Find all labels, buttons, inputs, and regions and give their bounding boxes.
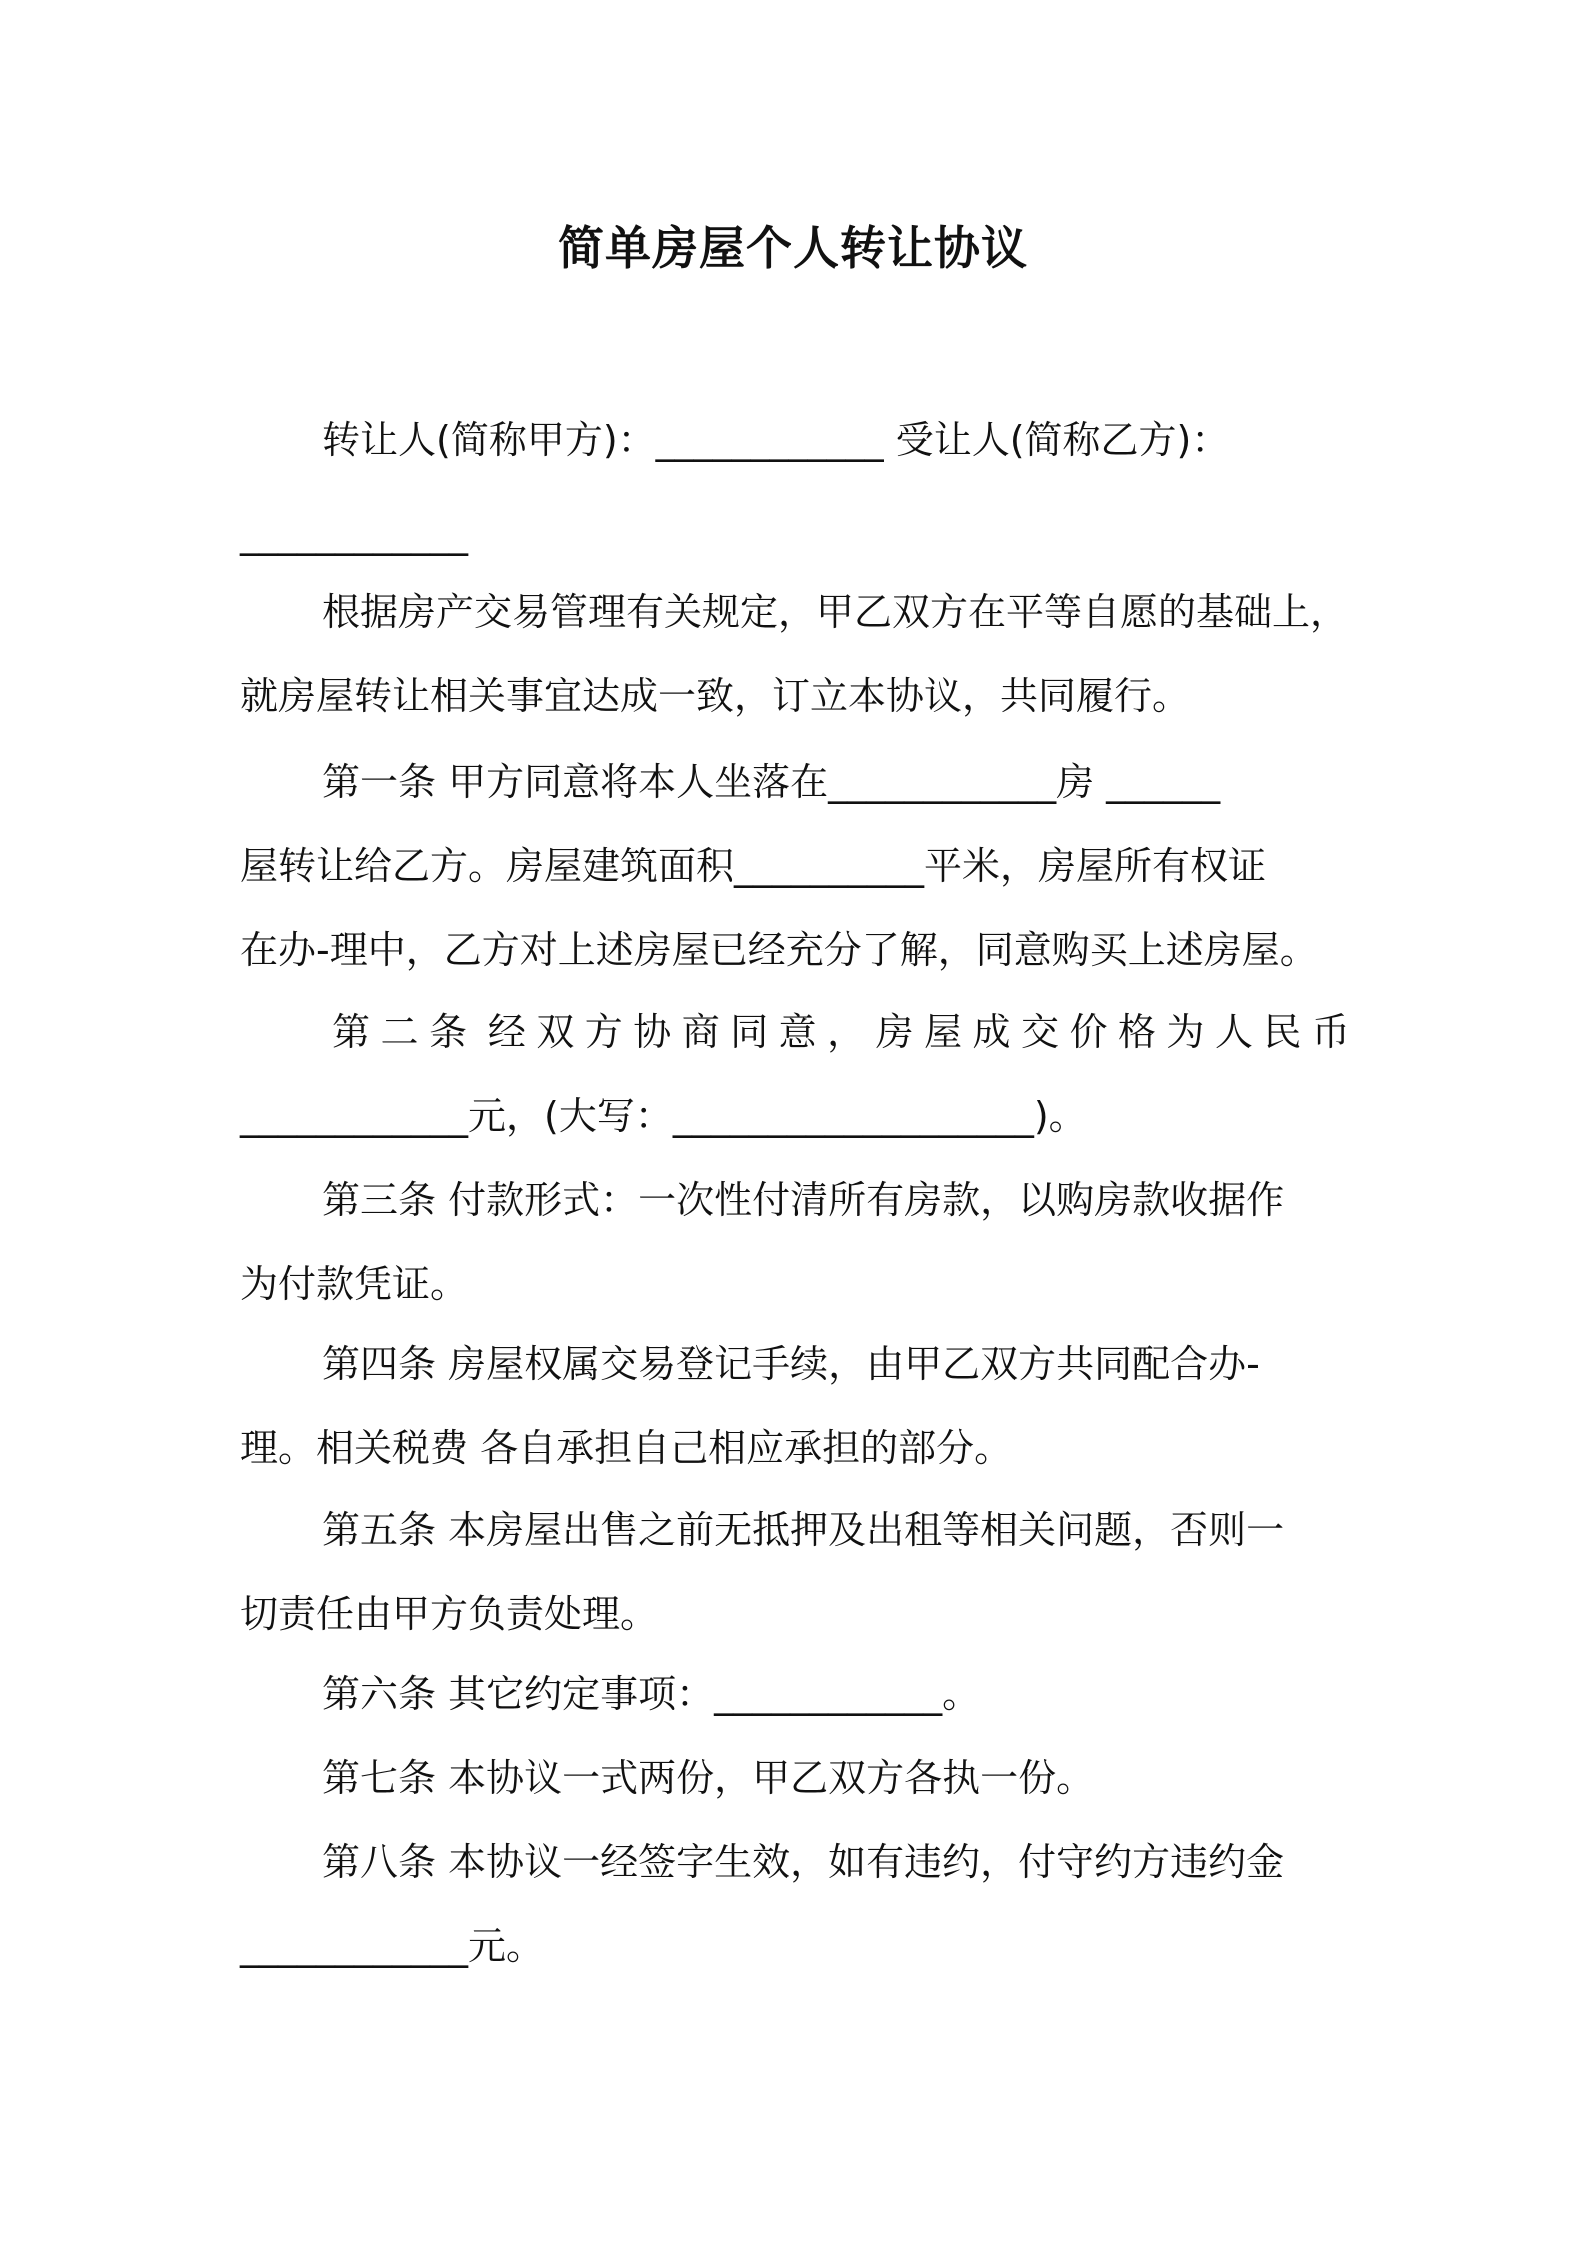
article-1-line-3: 在办-理中，乙方对上述房屋已经充分了解，同意购买上述房屋。 [240, 928, 1318, 972]
article-7-line-1: 第七条 本协议一式两份，甲乙双方各执一份。 [322, 1756, 1095, 1800]
parties-paragraph [240, 398, 1350, 576]
preamble-line-2: 就房屋转让相关事宜达成一致，订立本协议，共同履行。 [240, 674, 1191, 718]
article-7-paragraph [240, 1736, 1350, 1820]
article-1-line-2: 屋转让给乙方。房屋建筑面积__________平米，房屋所有权证 [240, 844, 1267, 888]
article-2-paragraph [240, 990, 1350, 1158]
document-title: 简单房屋个人转让协议 [558, 221, 1028, 275]
article-3-paragraph [240, 1158, 1350, 1326]
article-2-line-1: 第 二 条 经 双 方 协 商 同 意 ， 房 屋 成 交 价 格 为 人 民 币 [332, 1010, 1350, 1054]
article-5-paragraph [240, 1488, 1350, 1656]
article-3-line-2: 为付款凭证。 [240, 1262, 469, 1306]
article-8-line-1: 第八条 本协议一经签字生效，如有违约，付守约方违约金 [322, 1840, 1285, 1884]
article-5-line-2: 切责任由甲方负责处理。 [240, 1592, 659, 1636]
article-1-paragraph [240, 740, 1350, 992]
parties-line-2: ____________ [240, 512, 468, 556]
article-4-line-2: 理。相关税费 各自承担自己相应承担的部分。 [240, 1426, 1013, 1470]
article-8-paragraph [240, 1820, 1350, 1988]
article-6-line-1: 第六条 其它约定事项：____________。 [322, 1672, 981, 1716]
article-4-line-1: 第四条 房屋权属交易登记手续，由甲乙双方共同配合办- [322, 1342, 1260, 1386]
preamble-line-1: 根据房产交易管理有关规定，甲乙双方在平等自愿的基础上， [322, 590, 1349, 634]
article-3-line-1: 第三条 付款形式：一次性付清所有房款，以购房款收据作 [322, 1178, 1285, 1222]
parties-line-1: 转让人(简称甲方)：____________ 受让人(简称乙方)： [322, 418, 1230, 462]
article-6-paragraph [240, 1652, 1350, 1736]
article-5-line-1: 第五条 本房屋出售之前无抵押及出租等相关问题，否则一 [322, 1508, 1285, 1552]
article-4-paragraph [240, 1322, 1350, 1490]
article-1-line-1: 第一条 甲方同意将本人坐落在____________房 ______ [322, 760, 1221, 804]
preamble-paragraph [240, 570, 1350, 738]
article-2-line-2: ____________元，(大写：___________________)。 [240, 1094, 1087, 1138]
article-8-line-2: ____________元。 [240, 1924, 545, 1968]
